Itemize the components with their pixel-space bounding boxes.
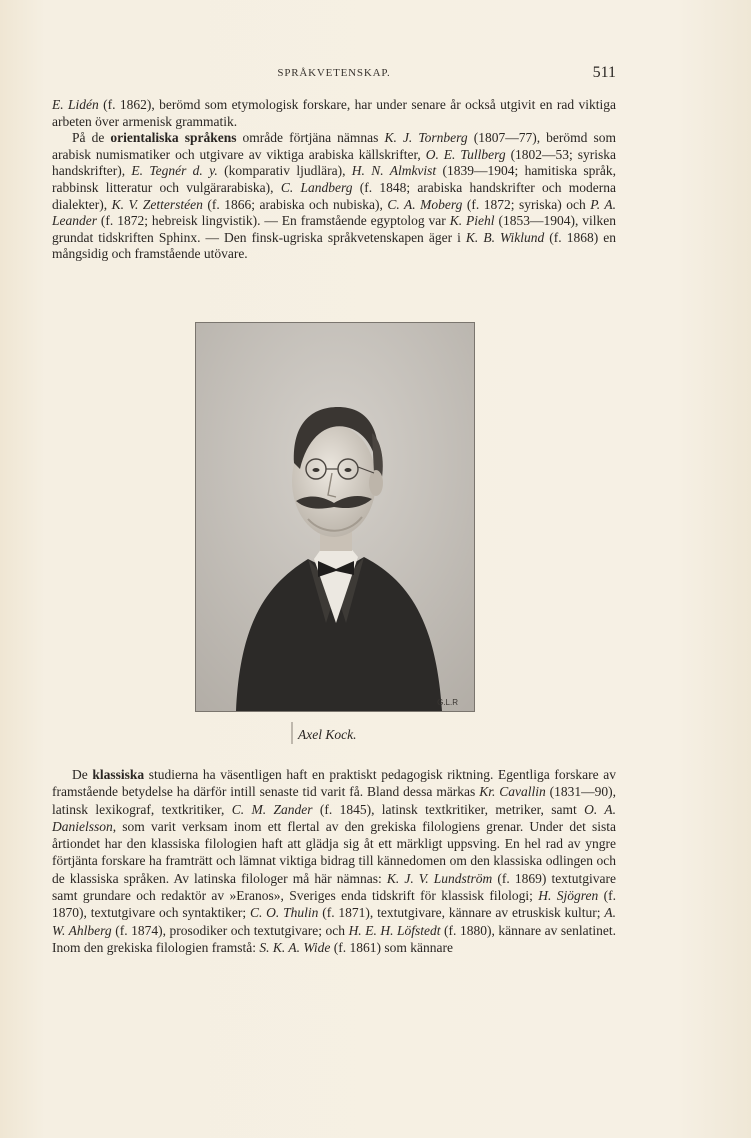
person-name: C. Landberg	[280, 179, 353, 195]
person-name: E. Lidén	[52, 97, 99, 112]
portrait-illustration	[196, 323, 474, 711]
person-name: C. M. Zander	[231, 801, 313, 817]
person-name: C. O. Thulin	[249, 905, 319, 921]
page-number: 511	[592, 64, 616, 81]
print-mark	[291, 722, 293, 744]
person-name: K. V. Zetterstéen	[111, 196, 203, 212]
person-name: P. A. Leander	[52, 196, 617, 229]
person-name: H. Sjögren	[538, 888, 599, 904]
text-run: (1807—77), berömd som arabisk numismatiker och utgivare av viktiga arabiska källskrifter,	[52, 130, 616, 162]
person-name: O. A. Danielsson	[52, 801, 616, 834]
text-run: område förtjäna nämnas	[236, 130, 385, 146]
text-run: (f. 1872; syriska) och	[462, 196, 591, 212]
person-name: K. J. Tornberg	[384, 130, 468, 146]
paragraph-liden	[52, 97, 616, 130]
text-run: (f. 1870), textutgivare och syntaktiker;	[52, 888, 616, 921]
paragraph-orientaliska	[52, 130, 616, 263]
text-run: (f. 1862), berömd som etymologisk forskare, har under senare år också utgivit en rad viktiga arbeten över armenisk grammatik.	[52, 97, 617, 129]
text-run: (f. 1866; arabiska och nubiska),	[202, 196, 388, 212]
text-run: (f. 1848; arabiska handskrifter och moderna dialekter),	[52, 179, 616, 212]
text-run: (f. 1869) textutgivare samt grundare och redaktör av »Eranos», Sveriges enda tidskrift för klassisk filologi;	[52, 870, 616, 904]
engraver-signature: G.L.R	[437, 698, 458, 707]
person-name: C. A. Moberg	[387, 196, 463, 212]
bold-term: orientaliska språkens	[110, 130, 237, 146]
bottom-text-block	[52, 766, 616, 956]
person-name: H. N. Almkvist	[351, 163, 437, 179]
paragraph-klassiska	[52, 766, 616, 956]
top-text-block	[52, 97, 616, 263]
page-header	[52, 64, 616, 84]
person-name: S. K. A. Wide	[259, 939, 331, 955]
text-run: (1831—90), latinsk lexikograf, textkritiker,	[52, 784, 616, 817]
person-name: E. Tegnér d. y.	[131, 163, 218, 179]
text-run: (f. 1880), kännare av senlatinet. Inom den grekiska filologien framstå:	[52, 922, 616, 955]
person-name: K. J. V. Lundström	[386, 870, 493, 886]
text-run: (f. 1868) en mångsidig och framstående utövare.	[52, 229, 616, 262]
person-name: K. B. Wiklund	[465, 229, 545, 245]
text-run: (f. 1872; hebreisk lingvistik). — En framstående egyptolog var	[97, 213, 450, 229]
text-run: På de	[72, 130, 111, 146]
bold-term: klassiska	[92, 767, 145, 782]
text-run: studierna ha väsentligen haft en praktiskt pedagogisk riktning. Egentliga forskare av framstående betydelse ha därför intill senaste tid varit få. Bland dessa märkas	[52, 767, 616, 800]
portrait-caption: Axel Kock.	[298, 727, 357, 742]
text-run: (f. 1861) som kännare	[330, 939, 453, 955]
text-run: (f. 1871), textutgivare, kännare av etruskisk kultur;	[318, 905, 605, 921]
portrait-photo	[195, 322, 475, 712]
text-run: (1802—53; syriska handskrifter),	[52, 146, 616, 179]
text-run: (1839—1904; hamitiska språk, rabbinsk litteratur och vulgärarabiska),	[52, 163, 616, 195]
person-name: H. E. H. Löfstedt	[348, 922, 441, 938]
text-run: De	[72, 767, 93, 782]
person-name: Kr. Cavallin	[479, 784, 546, 800]
text-run: (komparativ ljudlära),	[217, 163, 352, 179]
person-name: O. E. Tullberg	[425, 146, 506, 162]
text-run: , som varit verksam inom ett flertal av den grekiska filologiens grenar. Under det sista årtiondet har den klassiska filologien haft att glädja sig åt ett märkligt uppsving. En hel rad av yngre förtjänta forskare ha framträtt och lämnat viktiga bidrag till kännedomen om den klassiska odlingen och de klassiska språken. Av latinska filologer må här nämnas:	[52, 818, 616, 886]
text-run: (f. 1845), latinsk textkritiker, metriker, samt	[312, 801, 585, 817]
person-name: A. W. Ahlberg	[52, 905, 617, 938]
text-run: (1853—1904), vilken grundat tidskriften Sphinx. — Den finsk-ugriska språkvetenskapen äger i	[52, 213, 616, 245]
text-run: (f. 1874), prosodiker och textutgivare; och	[111, 922, 349, 938]
running-head: SPRÅKVETENSKAP.	[277, 67, 391, 79]
person-name: K. Piehl	[449, 213, 495, 229]
